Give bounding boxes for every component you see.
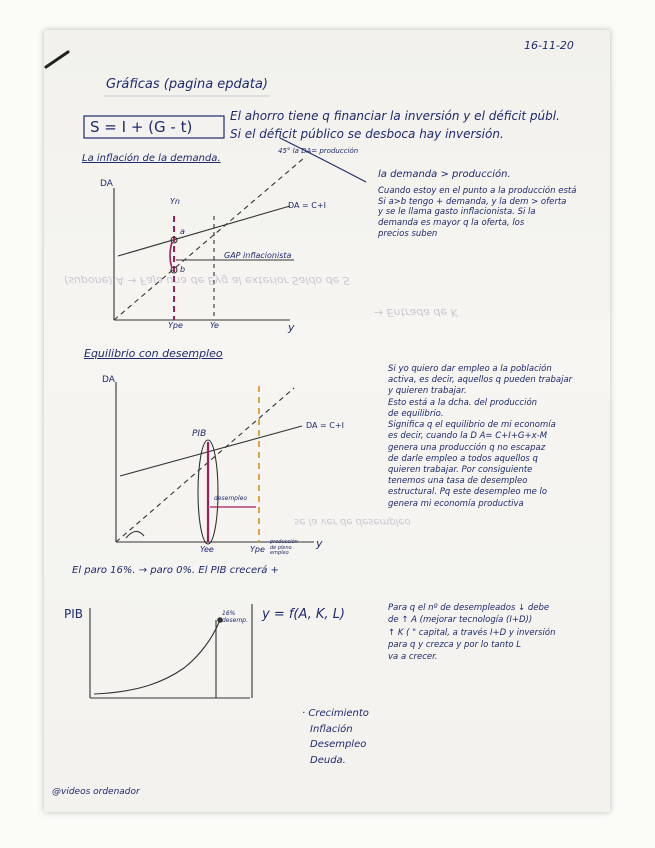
notebook-page (44, 30, 610, 812)
c2-ype-label: Ype (250, 545, 265, 554)
c3-note-line: ↑ K ( " capital, a través I+D y inversión (388, 627, 556, 638)
ghost-text-1: (supone) A → Faja una de Eyg al exterior Saldo de S (64, 274, 350, 287)
c3-point-label-line: desemp. (222, 617, 248, 625)
c1-gap-label: GAP inflacionista (224, 251, 292, 260)
page-title: Gráficas (pagina epdata) (106, 77, 268, 92)
c2-note-line: estructural. Pq este desempleo me lo (388, 487, 548, 498)
c1-note-line: y se le llama gasto inflacionista. Si la (378, 207, 536, 218)
c2-note-line: de darle empleo a todos aquellos q (388, 453, 538, 464)
c1-ye-label: Ye (210, 321, 219, 330)
formula: S = I + (G - t) (90, 118, 193, 136)
c2-note-line: Esto está a la dcha. del producción (388, 397, 538, 408)
c1-45-line (114, 158, 304, 320)
c2-pib-label: PIB (192, 429, 207, 439)
c1-note-line: demanda es mayor q la oferta, los (378, 217, 525, 228)
c1-note-line: precios suben (378, 228, 438, 239)
c2-pe-note (270, 540, 298, 557)
footer-note: @videos ordenador (52, 787, 140, 797)
c2-note-line: y quieren trabajar. (388, 386, 467, 397)
demand-inflation-chart (114, 138, 366, 320)
section1-title: La inflación de la demanda. (82, 153, 221, 164)
c2-pe-note-line: producción (270, 539, 298, 545)
formula-note-2: Si el déficit público se desboca hay inversión. (230, 127, 504, 141)
ghost-text-3: se la ver de desempleo (294, 516, 411, 527)
c2-pe-note-line: empleo (270, 550, 289, 556)
c3-note-line: Para q el nº de desempleados ↓ debe (388, 603, 550, 613)
c3-list-item: Inflación (310, 723, 353, 735)
c3-note-line: de ↑ A (mejorar tecnología (I+D)) (388, 615, 533, 626)
c1-axis-x: y (288, 321, 295, 334)
pen-mark (46, 52, 68, 67)
c1-arrow-to-note (280, 138, 366, 182)
c1-note-line: Si a>b tengo + demanda, y la dem > oferta (378, 196, 567, 207)
c2-desempleo-label: desempleo (214, 495, 247, 502)
c1-yn-label: Yn (170, 197, 180, 206)
c1-da-label: DA = C+I (288, 201, 326, 210)
c1-ype-label: Ype (168, 321, 183, 330)
c3-right-notes (388, 602, 556, 664)
formula-note-1: El ahorro tiene q financiar la inversión y el déficit públ. (230, 109, 560, 123)
c2-note-line: activa, es decir, aquellos q pueden trabajar (388, 375, 573, 386)
c1-notes (378, 186, 576, 239)
equilibrium-unemployment-chart (116, 382, 314, 544)
c1-note-line: Cuando estoy en el punto a la producción está (378, 186, 577, 196)
c2-note-line: genera mi economía productiva (388, 498, 524, 509)
c1-da-line (118, 206, 290, 256)
c2-axis-y: DA (102, 375, 115, 385)
c3-list-item: Desempleo (310, 739, 367, 750)
c3-point-label (222, 610, 248, 624)
c2-da-line (120, 426, 302, 476)
c1-point-a-label: a (180, 227, 185, 236)
c2-note-line: Si yo quiero dar empleo a la población (388, 364, 552, 374)
c2-angle-mark (126, 531, 144, 538)
c3-list-item: Deuda. (310, 754, 346, 766)
c2-note-line: quieren trabajar. Por consiguiente (388, 464, 533, 475)
paro-line: El paro 16%. → paro 0%. El PIB crecerá + (72, 565, 279, 576)
c2-note-line: de equilibrio. (388, 408, 444, 419)
c2-da-label: DA = C+I (306, 421, 344, 430)
c2-note-line: Significa q el equilibrio de mi economía (388, 420, 556, 431)
c2-note-line: es decir, cuando la D A= C+I+G+x-M (388, 431, 548, 442)
c3-pib-curve (94, 620, 220, 694)
c2-yee-label: Yee (200, 545, 214, 554)
c1-axis-y: DA (100, 179, 113, 189)
c2-right-notes (388, 364, 572, 510)
c3-point-label-line: 16% (222, 610, 236, 617)
c1-note-title: la demanda > producción. (378, 169, 511, 180)
c3-list (302, 706, 369, 768)
c3-list-item: · Crecimiento (302, 708, 369, 719)
c1-45-label: 45° la DA= producción (278, 147, 359, 155)
section2-title: Equilibrio con desempleo (84, 347, 223, 360)
page-date: 16-11-20 (524, 39, 574, 52)
c1-gap-bracket (170, 242, 172, 268)
c3-function: y = f(A, K, L) (262, 607, 346, 622)
c3-axis-y: PIB (64, 607, 84, 621)
c2-axis-x: y (316, 537, 323, 550)
c2-note-line: genera una producción q no escapaz (388, 442, 546, 453)
c2-45-line (116, 388, 294, 542)
c1-point-b-label: b (180, 265, 186, 274)
c3-note-line: para q y crezca y por lo tanto L (388, 639, 521, 650)
c2-pe-note-line: de pleno (270, 544, 292, 551)
ghost-text-2: → Entrada de K (374, 306, 458, 319)
c2-note-line: tenemos una tasa de desempleo (388, 476, 528, 487)
c3-note-line: va a crecer. (388, 652, 438, 663)
